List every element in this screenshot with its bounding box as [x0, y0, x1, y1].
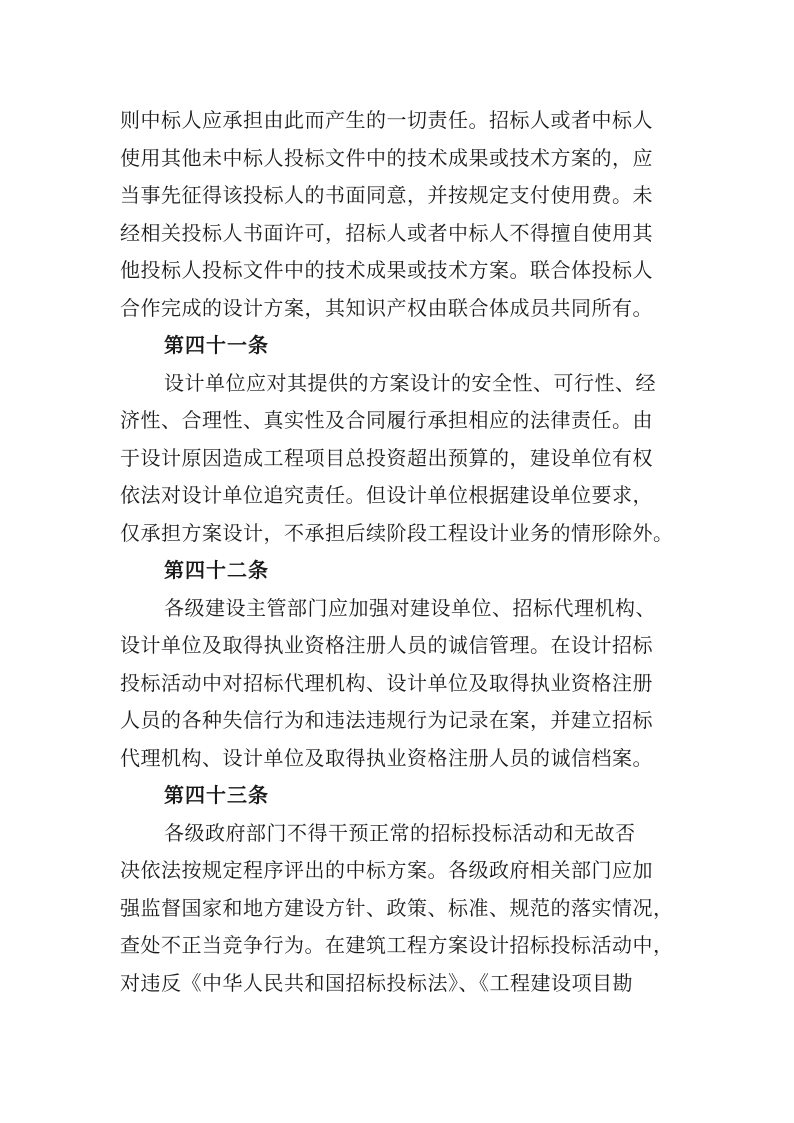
- paragraph-line: 他投标人投标文件中的技术成果或技术方案。联合体投标人: [120, 258, 653, 282]
- paragraph-line: 经相关投标人书面许可，招标人或者中标人不得擅自使用其: [120, 221, 653, 245]
- paragraph-line: 人员的各种失信行为和违法违规行为记录在案，并建立招标: [120, 708, 653, 732]
- article-43-heading: 第四十三条: [164, 783, 269, 807]
- paragraph-line: 当事先征得该投标人的书面同意，并按规定支付使用费。未: [120, 183, 653, 207]
- paragraph-line: 济性、合理性、真实性及合同履行承担相应的法律责任。由: [120, 408, 653, 432]
- paragraph-line: 仅承担方案设计，不承担后续阶段工程设计业务的情形除外。: [120, 521, 674, 545]
- paragraph-line: 各级建设主管部门应加强对建设单位、招标代理机构、: [164, 596, 656, 620]
- paragraph-line: 强监督国家和地方建设方针、政策、标准、规范的落实情况，: [120, 896, 674, 920]
- paragraph-line: 查处不正当竞争行为。在建筑工程方案设计招标投标活动中，: [120, 933, 674, 957]
- paragraph-line: 设计单位及取得执业资格注册人员的诚信管理。在设计招标: [120, 633, 653, 657]
- paragraph-line: 对违反《中华人民共和国招标投标法》、《工程建设项目勘: [120, 971, 633, 995]
- article-41-heading: 第四十一条: [164, 333, 269, 357]
- paragraph-line: 投标活动中对招标代理机构、设计单位及取得执业资格注册: [120, 671, 653, 695]
- paragraph-line: 决依法按规定程序评出的中标方案。各级政府相关部门应加: [120, 858, 653, 882]
- paragraph-line: 设计单位应对其提供的方案设计的安全性、可行性、经: [164, 371, 656, 395]
- paragraph-line: 使用其他未中标人投标文件中的技术成果或技术方案的，应: [120, 146, 653, 170]
- paragraph-line: 合作完成的设计方案，其知识产权由联合体成员共同所有。: [120, 296, 653, 320]
- paragraph-line: 代理机构、设计单位及取得执业资格注册人员的诚信档案。: [120, 746, 653, 770]
- paragraph-line: 则中标人应承担由此而产生的一切责任。招标人或者中标人: [120, 108, 653, 132]
- article-42-heading: 第四十二条: [164, 558, 269, 582]
- paragraph-line: 于设计原因造成工程项目总投资超出预算的，建设单位有权: [120, 446, 653, 470]
- paragraph-line: 依法对设计单位追究责任。但设计单位根据建设单位要求，: [120, 483, 653, 507]
- paragraph-line: 各级政府部门不得干预正常的招标投标活动和无故否: [164, 821, 636, 845]
